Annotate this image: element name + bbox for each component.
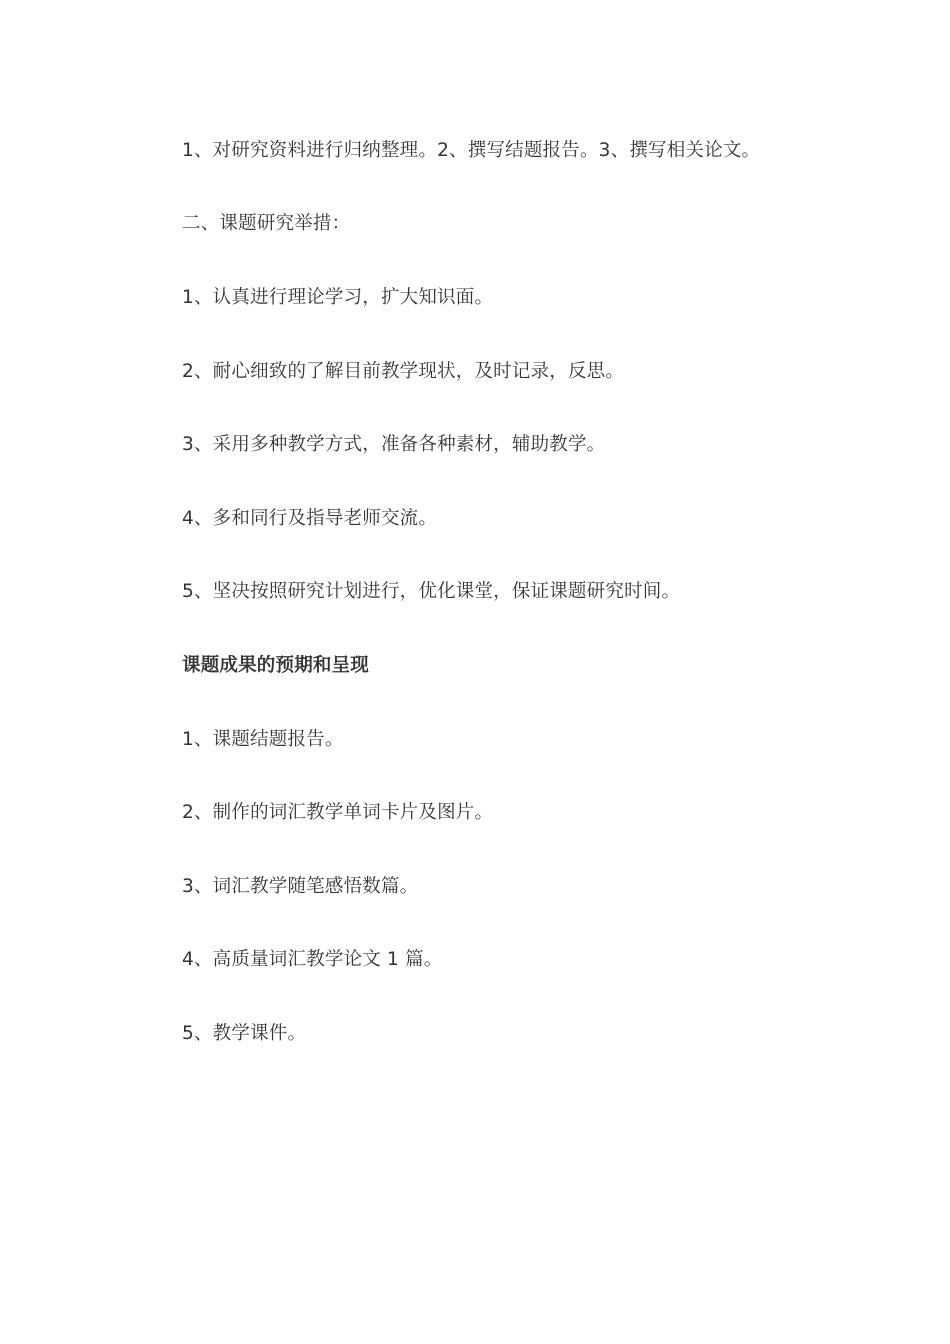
paragraph-research-steps: 1、对研究资料进行归纳整理。2、撰写结题报告。3、撰写相关论文。 [182,140,761,161]
section-heading-measures: 二、课题研究举措： [182,213,351,234]
list-item-measure-4: 4、多和同行及指导老师交流。 [182,508,438,529]
list-item-outcome-2: 2、制作的词汇教学单词卡片及图片。 [182,802,494,823]
list-item-measure-5: 5、坚决按照研究计划进行，优化课堂，保证课题研究时间。 [182,581,681,602]
list-item-measure-1: 1、认真进行理论学习，扩大知识面。 [182,287,494,308]
list-item-measure-3: 3、采用多种教学方式，准备各种素材，辅助教学。 [182,434,606,455]
list-item-outcome-3: 3、词汇教学随笔感悟数篇。 [182,876,419,897]
list-item-outcome-5: 5、教学课件。 [182,1023,307,1044]
list-item-measure-2: 2、耐心细致的了解目前教学现状，及时记录，反思。 [182,361,625,382]
list-item-outcome-1: 1、课题结题报告。 [182,729,344,750]
section-heading-outcomes: 课题成果的预期和呈现 [182,655,370,676]
list-item-outcome-4: 4、高质量词汇教学论文 1 篇。 [182,949,443,970]
